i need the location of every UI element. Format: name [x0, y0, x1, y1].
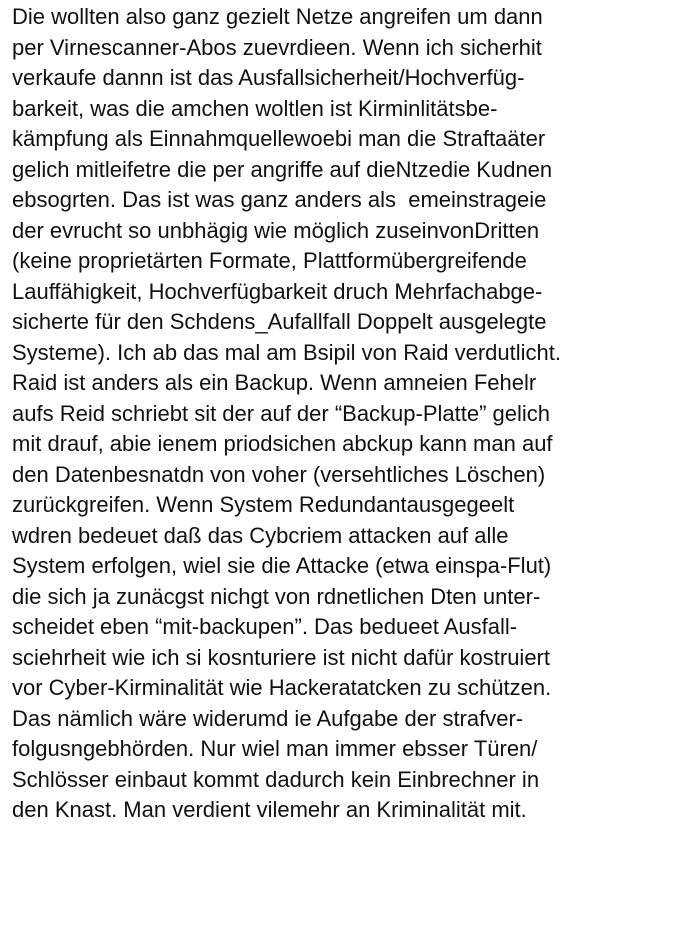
- text-line: Lauffähigkeit, Hochverfügbarkeit druch Mehrfachabge-: [12, 278, 543, 304]
- text-line: ebsogrten. Das ist was ganz anders als emeinstrageie: [12, 187, 547, 212]
- text-line: mit drauf, abie ienem priodsichen abckup kann man auf: [12, 431, 553, 456]
- text-line: Die wollten also ganz gezielt Netze angreifen um dann: [12, 4, 543, 29]
- text-line: Raid ist anders als ein Backup. Wenn amneien Fehelr: [12, 370, 537, 395]
- text-line: den Knast. Man verdient vilemehr an Kriminalität mit.: [12, 797, 527, 822]
- text-line: (keine proprietärten Formate, Plattformübergreifende: [12, 248, 527, 273]
- text-line: sciehrheit wie ich si kosnturiere ist nicht dafür kostruiert: [12, 644, 550, 670]
- text-line: die sich ja zunäcgst nichgt von rdnetlichen Dten unter-: [12, 583, 541, 609]
- text-line: den Datenbesnatdn von voher (versehtliches Löschen): [12, 461, 546, 487]
- text-line: gelich mitleifetre die per angriffe auf dieNtzedie Kudnen: [12, 156, 553, 182]
- text-line: wdren bedeuet daß das Cybcriem attacken auf alle: [12, 522, 509, 548]
- text-line: folgusngebhörden. Nur wiel man immer ebsser Türen/: [12, 736, 538, 761]
- body-text: [12, 2, 680, 826]
- text-line: kämpfung als Einnahmquellewoebi man die Straftaäter: [12, 126, 546, 151]
- text-line: per Virnescanner-Abos zuevrdieen. Wenn ich sicherhit: [12, 34, 542, 60]
- text-line: System erfolgen, wiel sie die Attacke (etwa einspa-Flut): [12, 553, 552, 578]
- text-line: barkeit, was die amchen woltlen ist Kirminlitätsbe-: [12, 95, 498, 121]
- text-line: Das nämlich wäre widerumd ie Aufgabe der strafver-: [12, 705, 524, 731]
- text-line: scheidet eben “mit-backupen”. Das bedueet Ausfall-: [12, 614, 518, 639]
- text-line: aufs Reid schriebt sit der auf der “Backup-Platte” gelich: [12, 400, 551, 426]
- text-line: sicherte für den Schdens_Aufallfall Doppelt ausgelegte: [12, 309, 547, 334]
- text-line: verkaufe dannn ist das Ausfallsicherheit/Hochverfüg-: [12, 65, 525, 90]
- text-line: Systeme). Ich ab das mal am Bsipil von Raid verdutlicht.: [12, 339, 562, 365]
- text-line: der evrucht so unbhägig wie möglich zuseinvonDritten: [12, 217, 540, 243]
- text-line: vor Cyber-Kirminalität wie Hackeratatcken zu schützen.: [12, 675, 552, 700]
- text-line: Schlösser einbaut kommt dadurch kein Einbrechner in: [12, 766, 540, 792]
- text-line: zurückgreifen. Wenn System Redundantausgegeelt: [12, 492, 515, 517]
